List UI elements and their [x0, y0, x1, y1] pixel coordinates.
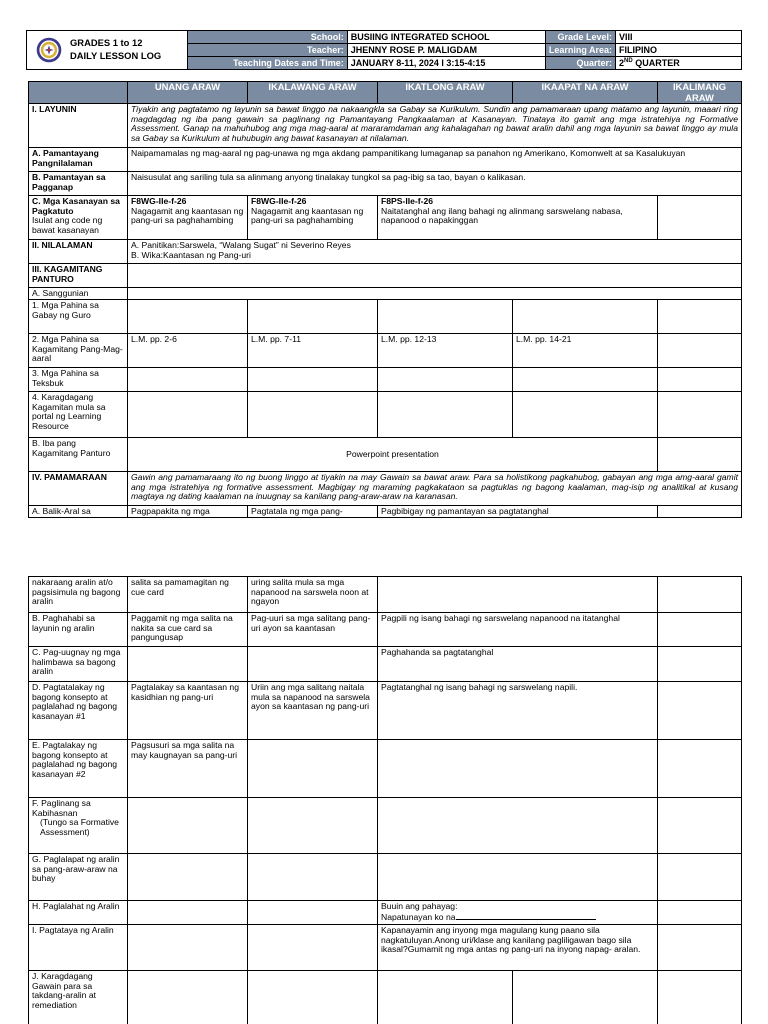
karagdagang-gawain-d3 — [378, 971, 513, 1024]
grade-label: Grade Level: — [545, 31, 615, 44]
quarter-value — [616, 57, 742, 70]
pagtatalakay-1-d2: Uriin ang mga salitang naitala mula sa napanood na sarswela ayon sa kaantasan ng pang-uri — [248, 682, 378, 740]
karagdagang-kagamitan-label: 4. Karagdagang Kagamitan mula sa portal ng Learning Resource — [29, 392, 128, 438]
day-header-1: UNANG ARAW — [128, 82, 248, 104]
pamantayan-pagganap-text: Naisusulat ang sariling tula sa alinmang anyong tinalakay tungkol sa pag-ibig sa tao, bayan o kalikasan. — [128, 172, 742, 196]
pag-uugnay-row — [29, 647, 742, 682]
pagtataya-d2 — [248, 925, 378, 971]
pamantayang-nilalaman-label: A. Pamantayang Pangnilalaman — [29, 148, 128, 172]
day-header-blank — [29, 82, 128, 104]
pagtataya-label: I. Pagtataya ng Aralin — [29, 925, 128, 971]
paglinang-row — [29, 798, 742, 854]
gabay-d2 — [248, 300, 378, 334]
pagtatalakay-1-d1: Pagtalakay sa kaantasan ng kasidhian ng pang-uri — [128, 682, 248, 740]
kagamitan-empty — [128, 264, 742, 288]
iba-pang-kagamitan-label: B. Iba pang Kagamitang Panturo — [29, 438, 128, 472]
teksbuk-d4 — [513, 368, 658, 392]
layunin-text: Tiyakin ang pagtatamo ng layunin sa bawat linggo na nakaangkla sa Gabay sa Kurikulum. Sundin ang pamamaraan upang matamo ang layunin, maaari ring magdagdag ng iba pang gawain sa paglinang ng Pamantayang Pangkaalaman at Kasanayan. Tinataya ito gamit ang mga istratehiya ng Formative Assessment. Ganap na mahuhubog ang mga mag-aaral at mararamdaman ang kahalagahan ng bawat aralin dahil ang mga layunin sa bawat linggo ay mula sa Gabay sa Kurikulum at huhubugin ang bawat kasanayan at nilalaman. — [128, 104, 742, 148]
kasanayan-day2-text: Nagagamit ang kaantasan ng pang-uri sa paghahambing — [251, 205, 364, 226]
area-value: FILIPINO — [616, 44, 742, 57]
nilalaman-label: II. NILALAMAN — [29, 240, 128, 264]
quarter-word: QUARTER — [632, 57, 680, 68]
header-title-line1: GRADES 1 to 12 — [70, 37, 143, 49]
lm-day2: L.M. pp. 7-11 — [248, 334, 378, 368]
nilalaman-content — [128, 240, 742, 264]
paglinang-d2 — [248, 798, 378, 854]
paglalapat-d3 — [378, 854, 658, 901]
pamamaraan-row — [29, 472, 742, 506]
day-header-3: IKATLONG ARAW — [378, 82, 513, 104]
dates-value: JANUARY 8-11, 2024 l 3:15-4:15 — [347, 57, 545, 70]
gabay-label: 1. Mga Pahina sa Gabay ng Guro — [29, 300, 128, 334]
balik-aral-cont-d2: uring salita mula sa mga napanood na sarswela noon at ngayon — [248, 577, 378, 613]
karagdagang-gawain-d2 — [248, 971, 378, 1024]
paghahabi-d5 — [658, 613, 742, 647]
karagdagang-d3 — [378, 392, 513, 438]
pagtatalakay-2-d2 — [248, 740, 378, 798]
school-label: School: — [187, 31, 347, 44]
paglalahat-label: H. Paglalahat ng Aralin — [29, 901, 128, 925]
paghahabi-row — [29, 613, 742, 647]
kasanayan-day3 — [378, 196, 658, 240]
balik-aral-cont-d5 — [658, 577, 742, 613]
balik-aral-row — [29, 506, 742, 518]
header-logo-cell — [27, 31, 188, 70]
pagtatalakay-1-d5 — [658, 682, 742, 740]
day-header-row — [29, 82, 742, 104]
paglalapat-row — [29, 854, 742, 901]
pagtatalakay-1-row — [29, 682, 742, 740]
paglalahat-d3 — [378, 901, 658, 925]
pamantayan-pagganap-label: B. Pamantayan sa Pagganap — [29, 172, 128, 196]
teksbuk-d5 — [658, 368, 742, 392]
pamantayang-nilalaman-text: Naipamamalas ng mag-aaral ng pag-unawa ng mga akdang pampanitikang lumaganap sa panahon ng Amerikano, Komonwelt at sa Kasalukuyan — [128, 148, 742, 172]
pag-uugnay-d1 — [128, 647, 248, 682]
kasanayan-label: C. Mga Kasanayan sa Pagkatuto — [32, 196, 120, 216]
pamantayan-pagganap-row — [29, 172, 742, 196]
kasanayan-day2 — [248, 196, 378, 240]
sanggunian-row — [29, 288, 742, 300]
gabay-d1 — [128, 300, 248, 334]
quarter-number: 2 — [619, 57, 625, 68]
pamantayang-nilalaman-row — [29, 148, 742, 172]
dates-label: Teaching Dates and Time: — [187, 57, 347, 70]
kasanayan-day1-code: F8WG-IIe-f-26 — [131, 196, 187, 207]
gabay-d4 — [513, 300, 658, 334]
lesson-plan-table-page2 — [28, 576, 742, 1024]
pagtatalakay-2-d5 — [658, 740, 742, 798]
header-block — [26, 30, 742, 70]
kasanayan-day5 — [658, 196, 742, 240]
paghahabi-d1: Paggamit ng mga salita na nakita sa cue card sa pangungusap — [128, 613, 248, 647]
balik-aral-d1: Pagpapakita ng mga — [128, 506, 248, 518]
paglalapat-d5 — [658, 854, 742, 901]
pagtatalakay-2-d1: Pagsusuri sa mga salita na may kaugnayan sa pang-uri — [128, 740, 248, 798]
pagtataya-row — [29, 925, 742, 971]
day-header-4: IKAAPAT NA ARAW — [513, 82, 658, 104]
lm-day1: L.M. pp. 2-6 — [128, 334, 248, 368]
kasanayan-day1 — [128, 196, 248, 240]
teksbuk-d2 — [248, 368, 378, 392]
quarter-label: Quarter: — [545, 57, 615, 70]
pamamaraan-label: IV. PAMAMARAAN — [29, 472, 128, 506]
kagamitang-pang-mag-aaral-label: 2. Mga Pahina sa Kagamitang Pang-Mag-aaral — [29, 334, 128, 368]
kagamitan-label: III. KAGAMITANG PANTURO — [29, 264, 128, 288]
iba-pang-kagamitan-value: Powerpoint presentation — [128, 438, 658, 472]
teksbuk-row — [29, 368, 742, 392]
karagdagang-d5 — [658, 392, 742, 438]
kasanayan-day1-text: Nagagamit ang kaantasan ng pang-uri sa paghahambing — [131, 205, 244, 226]
kasanayan-row — [29, 196, 742, 240]
paglalahat-d5 — [658, 901, 742, 925]
pagtatalakay-1-d3: Pagtatanghal ng isang bahagi ng sarswelang napili. — [378, 682, 658, 740]
paglinang-label: F. Paglinang sa Kabihasnan — [32, 798, 91, 818]
karagdagang-gawain-d5 — [658, 971, 742, 1024]
balik-aral-cont-d1: salita sa pamamagitan ng cue card — [128, 577, 248, 613]
karagdagang-gawain-row — [29, 971, 742, 1024]
paglalahat-line1: Buuin ang pahayag: — [381, 901, 458, 911]
karagdagang-d1 — [128, 392, 248, 438]
area-label: Learning Area: — [545, 44, 615, 57]
karagdagang-gawain-d4 — [513, 971, 658, 1024]
balik-aral-label: A. Balik-Aral sa — [29, 506, 128, 518]
paglalapat-d1 — [128, 854, 248, 901]
balik-aral-cont-label: nakaraang aralin at/o pagsisimula ng bagong aralin — [29, 577, 128, 613]
paglinang-d3 — [378, 798, 658, 854]
paglinang-d1 — [128, 798, 248, 854]
deped-seal-icon — [36, 37, 62, 63]
paghahabi-label: B. Paghahabi sa layunin ng aralin — [29, 613, 128, 647]
kasanayan-sublabel: Isulat ang code ng bawat kasanayan — [32, 215, 103, 235]
nilalaman-row — [29, 240, 742, 264]
teksbuk-d1 — [128, 368, 248, 392]
nilalaman-line-b: B. Wika:Kaantasan ng Pang-uri — [131, 249, 251, 260]
teacher-label: Teacher: — [187, 44, 347, 57]
pag-uugnay-d3: Paghahanda sa pagtatanghal — [378, 647, 658, 682]
balik-aral-cont-d3 — [378, 577, 658, 613]
paghahabi-d2: Pag-uuri sa mga salitang pang-uri ayon sa kaantasan — [248, 613, 378, 647]
teacher-value: JHENNY ROSE P. MALIGDAM — [347, 44, 545, 57]
teksbuk-d3 — [378, 368, 513, 392]
paghahabi-d3: Pagpili ng isang bahagi ng sarswelang napanood na itatanghal — [378, 613, 658, 647]
pagtataya-d5 — [658, 925, 742, 971]
paglalahat-d2 — [248, 901, 378, 925]
karagdagang-gawain-label: J. Karagdagang Gawain para sa takdang-aralin at remediation — [29, 971, 128, 1024]
paglinang-sublabel: (Tungo sa Formative Assessment) — [40, 817, 119, 837]
karagdagang-d2 — [248, 392, 378, 438]
grade-value: VIII — [616, 31, 742, 44]
lm-day3: L.M. pp. 12-13 — [378, 334, 513, 368]
pagtatalakay-2-row — [29, 740, 742, 798]
kasanayan-day2-code: F8WG-IIe-f-26 — [251, 196, 307, 207]
header-title-line2: DAILY LESSON LOG — [70, 50, 162, 61]
paglalahat-d1 — [128, 901, 248, 925]
layunin-label: I. LAYUNIN — [29, 104, 128, 148]
pagtatalakay-2-label: E. Pagtalakay ng bagong konsepto at paglalahad ng bagong kasanayan #2 — [29, 740, 128, 798]
iba-pang-kagamitan-d5 — [658, 438, 742, 472]
lesson-plan-table-page1 — [28, 81, 742, 518]
nilalaman-line-a: A. Panitikan:Sarswela, “Walang Sugat” ni Severino Reyes — [131, 240, 351, 251]
paglalapat-d2 — [248, 854, 378, 901]
gabay-d5 — [658, 300, 742, 334]
pagtatalakay-2-d3 — [378, 740, 658, 798]
iba-pang-kagamitan-row — [29, 438, 742, 472]
sanggunian-label: A. Sanggunian — [29, 288, 128, 300]
paglinang-label-cell — [29, 798, 128, 854]
gabay-d3 — [378, 300, 513, 334]
pamamaraan-text: Gawin ang pamamaraang ito ng buong linggo at tiyakin na may Gawain sa bawat araw. Para sa holistikong pagkahubog, gabayan ang mga amg-aaral gamit ang mga istratehiya ng formative assessment. Magbigay ng maraming pagkakataon sa pagtuklas ng bagong kaalaman, mag-isip ng analitikal at kusang magtaya ng dating kaalaman na inuugnay sa kanilang pang-araw-araw na karanasan. — [128, 472, 742, 506]
kasanayan-day3-code: F8PS-IIe-f-26 — [381, 196, 434, 207]
kagamitan-row — [29, 264, 742, 288]
day-header-5: IKALIMANG ARAW — [658, 82, 742, 104]
kasanayan-day3-text: Naitatanghal ang ilang bahagi ng alinmang sarswelang nabasa, napanood o napakinggan — [381, 205, 623, 226]
kagamitang-pang-mag-aaral-row — [29, 334, 742, 368]
pag-uugnay-d2 — [248, 647, 378, 682]
lm-day4: L.M. pp. 14-21 — [513, 334, 658, 368]
karagdagang-gawain-d1 — [128, 971, 248, 1024]
balik-aral-d3: Pagbibigay ng pamantayan sa pagtatanghal — [378, 506, 658, 518]
pag-uugnay-label: C. Pag-uugnay ng mga halimbawa sa bagong aralin — [29, 647, 128, 682]
day-header-2: IKALAWANG ARAW — [248, 82, 378, 104]
karagdagang-d4 — [513, 392, 658, 438]
kasanayan-label-cell — [29, 196, 128, 240]
gabay-row — [29, 300, 742, 334]
teksbuk-label: 3. Mga Pahina sa Teksbuk — [29, 368, 128, 392]
balik-aral-d2: Pagtatala ng mga pang- — [248, 506, 378, 518]
pag-uugnay-d5 — [658, 647, 742, 682]
karagdagang-kagamitan-row — [29, 392, 742, 438]
pagtataya-d1 — [128, 925, 248, 971]
sanggunian-empty — [128, 288, 742, 300]
pagtataya-d3: Kapanayamin ang inyong mga magulang kung paano sila nagkatuluyan.Anong uri/klase ang kanilang pagliligawan bago sila ikasal?Gumamit ng mga antas ng pang-uri na inyong napag- aralan. — [378, 925, 658, 971]
school-value: BUSIING INTEGRATED SCHOOL — [347, 31, 545, 44]
balik-aral-cont-row — [29, 577, 742, 613]
paglalahat-line2: Napatunayan ko na — [381, 911, 456, 922]
paglalahat-row — [29, 901, 742, 925]
balik-aral-d5 — [658, 506, 742, 518]
lm-day5 — [658, 334, 742, 368]
paglinang-d5 — [658, 798, 742, 854]
paglalapat-label: G. Paglalapat ng aralin sa pang-araw-araw na buhay — [29, 854, 128, 901]
layunin-row — [29, 104, 742, 148]
quarter-suffix: ND — [624, 57, 633, 64]
pagtatalakay-1-label: D. Pagtatalakay ng bagong konsepto at paglalahad ng bagong kasanayan #1 — [29, 682, 128, 740]
paglalahat-blank — [456, 912, 596, 920]
